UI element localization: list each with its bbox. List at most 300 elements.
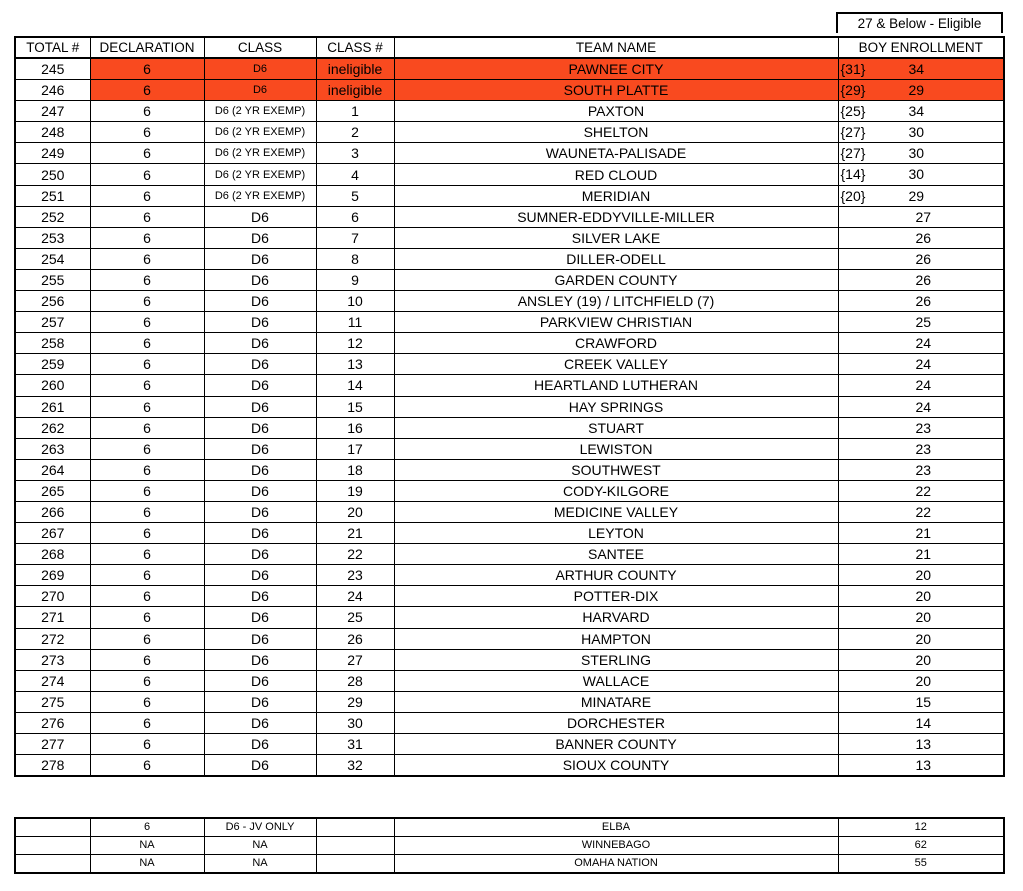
declaration-cell: NA (90, 837, 204, 855)
enrollment-cell (838, 691, 1004, 712)
total-cell: 261 (15, 396, 90, 417)
enrollment-cell (838, 312, 1004, 333)
class-number-cell (316, 837, 394, 855)
declaration-cell: 6 (90, 586, 204, 607)
header-declaration: DECLARATION (90, 37, 204, 58)
declaration-cell: 6 (90, 80, 204, 101)
enrollment-value: 13 (915, 757, 932, 774)
enrollment-cell (838, 523, 1004, 544)
team-name-cell: ARTHUR COUNTY (394, 565, 838, 586)
enrollment-cell (838, 58, 1004, 80)
declaration-cell: 6 (90, 333, 204, 354)
total-cell: 249 (15, 143, 90, 164)
class-number-cell: 10 (316, 291, 394, 312)
class-number-cell: 5 (316, 185, 394, 206)
declaration-cell: 6 (90, 122, 204, 143)
total-cell: 268 (15, 544, 90, 565)
header-class: CLASS (204, 37, 316, 58)
class-cell: D6 (2 YR EXEMP) (204, 122, 316, 143)
enrollment-value: 14 (915, 714, 932, 731)
team-name-cell: HARVARD (394, 607, 838, 628)
class-number-cell: 18 (316, 459, 394, 480)
enrollment-value: 24 (915, 377, 932, 394)
team-name-cell: SANTEE (394, 544, 838, 565)
enrollment-cell (838, 607, 1004, 628)
declaration-cell: 6 (90, 480, 204, 501)
enrollment-value: 23 (915, 419, 932, 436)
total-cell: 259 (15, 354, 90, 375)
class-cell: D6 (2 YR EXEMP) (204, 143, 316, 164)
table-row (15, 58, 1004, 80)
class-cell: D6 (204, 670, 316, 691)
total-cell: 277 (15, 734, 90, 755)
class-cell: D6 (204, 206, 316, 227)
header-boy-enrollment: BOY ENROLLMENT (838, 37, 1004, 58)
class-number-cell: 16 (316, 417, 394, 438)
enrollment-cell (838, 227, 1004, 248)
enrollment-cell (838, 143, 1004, 164)
table-row (15, 185, 1004, 206)
team-name-cell: DILLER-ODELL (394, 248, 838, 269)
table-row (15, 501, 1004, 522)
team-name-cell: SUMNER-EDDYVILLE-MILLER (394, 206, 838, 227)
team-name-cell: WALLACE (394, 670, 838, 691)
total-cell: 255 (15, 269, 90, 290)
class-cell: D6 (204, 459, 316, 480)
class-number-cell: 27 (316, 649, 394, 670)
enrollment-cell: 62 (838, 837, 1004, 855)
enrollment-value: 30 (908, 124, 925, 141)
total-cell (15, 855, 90, 874)
team-name-cell: LEYTON (394, 523, 838, 544)
table-row (15, 734, 1004, 755)
class-number-cell: ineligible (316, 80, 394, 101)
team-name-cell: STUART (394, 417, 838, 438)
enrollment-cell (838, 206, 1004, 227)
class-cell: D6 (204, 354, 316, 375)
class-cell: D6 (204, 755, 316, 777)
class-cell: D6 (2 YR EXEMP) (204, 185, 316, 206)
team-name-cell: LEWISTON (394, 438, 838, 459)
total-cell: 276 (15, 712, 90, 733)
enrollment-value: 30 (908, 145, 925, 162)
class-cell: D6 (204, 333, 316, 354)
extra-row (15, 855, 1004, 874)
class-cell: D6 (204, 417, 316, 438)
enrollment-cell (838, 565, 1004, 586)
class-cell: D6 (204, 734, 316, 755)
enrollment-value: 29 (908, 82, 925, 99)
table-row (15, 607, 1004, 628)
declaration-cell: 6 (90, 206, 204, 227)
declaration-cell: 6 (90, 143, 204, 164)
class-number-cell: 29 (316, 691, 394, 712)
class-cell: D6 (204, 565, 316, 586)
class-number-cell: 26 (316, 628, 394, 649)
table-row (15, 227, 1004, 248)
team-name-cell: MINATARE (394, 691, 838, 712)
declaration-cell: 6 (90, 755, 204, 777)
enrollment-value: 29 (908, 187, 925, 204)
class-number-cell: 24 (316, 586, 394, 607)
header-row (15, 37, 1004, 58)
table-row (15, 649, 1004, 670)
team-name-cell: MERIDIAN (394, 185, 838, 206)
enrollment-value: 22 (915, 503, 932, 520)
total-cell: 250 (15, 164, 90, 185)
team-name-cell: WAUNETA-PALISADE (394, 143, 838, 164)
table-row (15, 248, 1004, 269)
total-cell: 278 (15, 755, 90, 777)
class-number-cell: 23 (316, 565, 394, 586)
class-number-cell: 15 (316, 396, 394, 417)
enrollment-cell (838, 101, 1004, 122)
team-name-cell: PARKVIEW CHRISTIAN (394, 312, 838, 333)
enrollment-value: 26 (915, 271, 932, 288)
class-number-cell: 14 (316, 375, 394, 396)
class-cell: D6 (204, 691, 316, 712)
team-name-cell: SILVER LAKE (394, 227, 838, 248)
enrollment-table (14, 36, 1005, 777)
table-row (15, 755, 1004, 777)
declaration-cell: 6 (90, 164, 204, 185)
class-cell: D6 (204, 480, 316, 501)
declaration-cell: 6 (90, 248, 204, 269)
total-cell (15, 818, 90, 837)
enrollment-value: 21 (915, 546, 932, 563)
total-cell (15, 837, 90, 855)
class-number-cell: 2 (316, 122, 394, 143)
declaration-cell: 6 (90, 712, 204, 733)
enrollment-value: 20 (915, 588, 932, 605)
class-number-cell: 30 (316, 712, 394, 733)
total-cell: 272 (15, 628, 90, 649)
declaration-cell: 6 (90, 375, 204, 396)
enrollment-value: 25 (915, 314, 932, 331)
team-name-cell: CODY-KILGORE (394, 480, 838, 501)
class-cell: D6 (204, 649, 316, 670)
enrollment-cell (838, 164, 1004, 185)
team-name-cell: BANNER COUNTY (394, 734, 838, 755)
header-class-number: CLASS # (316, 37, 394, 58)
extra-row (15, 837, 1004, 855)
table-row (15, 396, 1004, 417)
table-row (15, 628, 1004, 649)
team-name-cell: ANSLEY (19) / LITCHFIELD (7) (394, 291, 838, 312)
team-name-cell: POTTER-DIX (394, 586, 838, 607)
class-cell: D6 (204, 501, 316, 522)
total-cell: 264 (15, 459, 90, 480)
prior-enrollment: {31} (840, 61, 866, 77)
declaration-cell: 6 (90, 818, 204, 837)
enrollment-value: 15 (915, 693, 932, 710)
class-number-cell: 31 (316, 734, 394, 755)
total-cell: 265 (15, 480, 90, 501)
class-cell: D6 (2 YR EXEMP) (204, 101, 316, 122)
enrollment-value: 34 (908, 103, 925, 120)
class-number-cell: 7 (316, 227, 394, 248)
total-cell: 247 (15, 101, 90, 122)
team-name-cell: HEARTLAND LUTHERAN (394, 375, 838, 396)
declaration-cell: 6 (90, 291, 204, 312)
table-row (15, 80, 1004, 101)
enrollment-value: 27 (915, 208, 932, 225)
enrollment-value: 26 (915, 250, 932, 267)
extra-table (14, 817, 1005, 874)
enrollment-value: 34 (908, 61, 925, 77)
class-cell: D6 (204, 607, 316, 628)
prior-enrollment: {27} (840, 145, 866, 162)
enrollment-cell (838, 122, 1004, 143)
team-name-cell: GARDEN COUNTY (394, 269, 838, 290)
enrollment-value: 23 (915, 461, 932, 478)
enrollment-value: 24 (915, 335, 932, 352)
enrollment-value: 22 (915, 482, 932, 499)
total-cell: 256 (15, 291, 90, 312)
enrollment-value: 20 (915, 567, 932, 584)
declaration-cell: 6 (90, 565, 204, 586)
class-number-cell: 6 (316, 206, 394, 227)
total-cell: 257 (15, 312, 90, 333)
enrollment-cell (838, 269, 1004, 290)
declaration-cell: 6 (90, 185, 204, 206)
table-row (15, 354, 1004, 375)
enrollment-cell (838, 501, 1004, 522)
prior-enrollment: {14} (840, 166, 866, 183)
total-cell: 273 (15, 649, 90, 670)
table-row (15, 523, 1004, 544)
enrollment-cell (838, 586, 1004, 607)
class-number-cell: 20 (316, 501, 394, 522)
enrollment-cell (838, 375, 1004, 396)
prior-enrollment: {20} (840, 187, 866, 204)
extra-row (15, 818, 1004, 837)
team-name-cell: HAY SPRINGS (394, 396, 838, 417)
declaration-cell: 6 (90, 544, 204, 565)
table-row (15, 312, 1004, 333)
class-number-cell: 13 (316, 354, 394, 375)
total-cell: 253 (15, 227, 90, 248)
team-name-cell: CREEK VALLEY (394, 354, 838, 375)
class-number-cell: 4 (316, 164, 394, 185)
class-cell: D6 - JV ONLY (204, 818, 316, 837)
class-number-cell: 17 (316, 438, 394, 459)
total-cell: 266 (15, 501, 90, 522)
declaration-cell: 6 (90, 691, 204, 712)
class-cell: D6 (204, 523, 316, 544)
declaration-cell: 6 (90, 734, 204, 755)
class-number-cell: ineligible (316, 58, 394, 80)
total-cell: 260 (15, 375, 90, 396)
class-cell: D6 (204, 227, 316, 248)
total-cell: 245 (15, 58, 90, 80)
declaration-cell: NA (90, 855, 204, 874)
total-cell: 267 (15, 523, 90, 544)
class-number-cell: 28 (316, 670, 394, 691)
declaration-cell: 6 (90, 101, 204, 122)
team-name-cell: HAMPTON (394, 628, 838, 649)
enrollment-cell (838, 185, 1004, 206)
declaration-cell: 6 (90, 58, 204, 80)
total-cell: 274 (15, 670, 90, 691)
enrollment-cell (838, 755, 1004, 777)
class-cell: D6 (204, 248, 316, 269)
declaration-cell: 6 (90, 628, 204, 649)
enrollment-cell (838, 670, 1004, 691)
enrollment-cell (838, 544, 1004, 565)
total-cell: 248 (15, 122, 90, 143)
enrollment-cell (838, 80, 1004, 101)
total-cell: 252 (15, 206, 90, 227)
declaration-cell: 6 (90, 523, 204, 544)
declaration-cell: 6 (90, 269, 204, 290)
declaration-cell: 6 (90, 354, 204, 375)
enrollment-cell (838, 649, 1004, 670)
total-cell: 269 (15, 565, 90, 586)
team-name-cell: STERLING (394, 649, 838, 670)
declaration-cell: 6 (90, 438, 204, 459)
table-row (15, 122, 1004, 143)
table-row (15, 269, 1004, 290)
enrollment-cell (838, 248, 1004, 269)
declaration-cell: 6 (90, 649, 204, 670)
class-number-cell: 25 (316, 607, 394, 628)
enrollment-cell (838, 712, 1004, 733)
class-number-cell: 32 (316, 755, 394, 777)
enrollment-cell (838, 396, 1004, 417)
declaration-cell: 6 (90, 607, 204, 628)
table-row (15, 101, 1004, 122)
class-cell: NA (204, 837, 316, 855)
enrollment-cell (838, 354, 1004, 375)
total-cell: 271 (15, 607, 90, 628)
table-row (15, 143, 1004, 164)
enrollment-cell (838, 734, 1004, 755)
declaration-cell: 6 (90, 459, 204, 480)
enrollment-value: 26 (915, 293, 932, 310)
team-name-cell: OMAHA NATION (394, 855, 838, 874)
header-total: TOTAL # (15, 37, 90, 58)
team-name-cell: RED CLOUD (394, 164, 838, 185)
enrollment-value: 13 (915, 736, 932, 752)
class-number-cell: 11 (316, 312, 394, 333)
class-cell: D6 (204, 375, 316, 396)
class-cell: D6 (204, 269, 316, 290)
table-row (15, 291, 1004, 312)
table-row (15, 459, 1004, 480)
table-row (15, 438, 1004, 459)
team-name-cell: SIOUX COUNTY (394, 755, 838, 777)
enrollment-value: 24 (915, 398, 932, 415)
table-row (15, 333, 1004, 354)
team-name-cell: SHELTON (394, 122, 838, 143)
declaration-cell: 6 (90, 227, 204, 248)
declaration-cell: 6 (90, 417, 204, 438)
declaration-cell: 6 (90, 312, 204, 333)
class-number-cell: 9 (316, 269, 394, 290)
table-row (15, 375, 1004, 396)
enrollment-value: 21 (915, 525, 932, 542)
class-number-cell: 12 (316, 333, 394, 354)
total-cell: 270 (15, 586, 90, 607)
class-cell: D6 (2 YR EXEMP) (204, 164, 316, 185)
class-cell: D6 (204, 544, 316, 565)
team-name-cell: SOUTHWEST (394, 459, 838, 480)
total-cell: 258 (15, 333, 90, 354)
enrollment-cell: 12 (838, 818, 1004, 837)
enrollment-cell (838, 628, 1004, 649)
class-cell: D6 (204, 396, 316, 417)
class-cell: D6 (204, 438, 316, 459)
table-row (15, 544, 1004, 565)
team-name-cell: ELBA (394, 818, 838, 837)
table-row (15, 206, 1004, 227)
table-row (15, 164, 1004, 185)
team-name-cell: CRAWFORD (394, 333, 838, 354)
prior-enrollment: {29} (840, 82, 866, 99)
enrollment-value: 20 (915, 630, 932, 647)
team-name-cell: PAXTON (394, 101, 838, 122)
class-cell: NA (204, 855, 316, 874)
enrollment-cell (838, 438, 1004, 459)
class-number-cell: 8 (316, 248, 394, 269)
enrollment-cell (838, 480, 1004, 501)
total-cell: 251 (15, 185, 90, 206)
table-row (15, 480, 1004, 501)
prior-enrollment: {25} (840, 103, 866, 120)
header-team-name: TEAM NAME (394, 37, 838, 58)
class-cell: D6 (204, 586, 316, 607)
class-number-cell (316, 855, 394, 874)
enrollment-value: 26 (915, 229, 932, 246)
enrollment-value: 20 (915, 672, 932, 689)
declaration-cell: 6 (90, 501, 204, 522)
total-cell: 263 (15, 438, 90, 459)
class-number-cell (316, 818, 394, 837)
enrollment-value: 30 (908, 166, 925, 183)
class-cell: D6 (204, 712, 316, 733)
eligibility-note: 27 & Below - Eligible (836, 12, 1003, 33)
team-name-cell: PAWNEE CITY (394, 58, 838, 80)
enrollment-value: 24 (915, 356, 932, 373)
table-row (15, 712, 1004, 733)
table-row (15, 417, 1004, 438)
enrollment-value: 20 (915, 609, 932, 626)
team-name-cell: MEDICINE VALLEY (394, 501, 838, 522)
class-number-cell: 21 (316, 523, 394, 544)
total-cell: 254 (15, 248, 90, 269)
enrollment-cell (838, 333, 1004, 354)
class-cell: D6 (204, 58, 316, 80)
class-number-cell: 22 (316, 544, 394, 565)
class-number-cell: 1 (316, 101, 394, 122)
class-number-cell: 3 (316, 143, 394, 164)
class-cell: D6 (204, 291, 316, 312)
table-row (15, 586, 1004, 607)
team-name-cell: SOUTH PLATTE (394, 80, 838, 101)
class-cell: D6 (204, 628, 316, 649)
enrollment-cell: 55 (838, 855, 1004, 874)
team-name-cell: DORCHESTER (394, 712, 838, 733)
total-cell: 275 (15, 691, 90, 712)
table-row (15, 670, 1004, 691)
enrollment-cell (838, 417, 1004, 438)
enrollment-value: 23 (915, 440, 932, 457)
table-row (15, 565, 1004, 586)
prior-enrollment: {27} (840, 124, 866, 141)
team-name-cell: WINNEBAGO (394, 837, 838, 855)
enrollment-cell (838, 291, 1004, 312)
